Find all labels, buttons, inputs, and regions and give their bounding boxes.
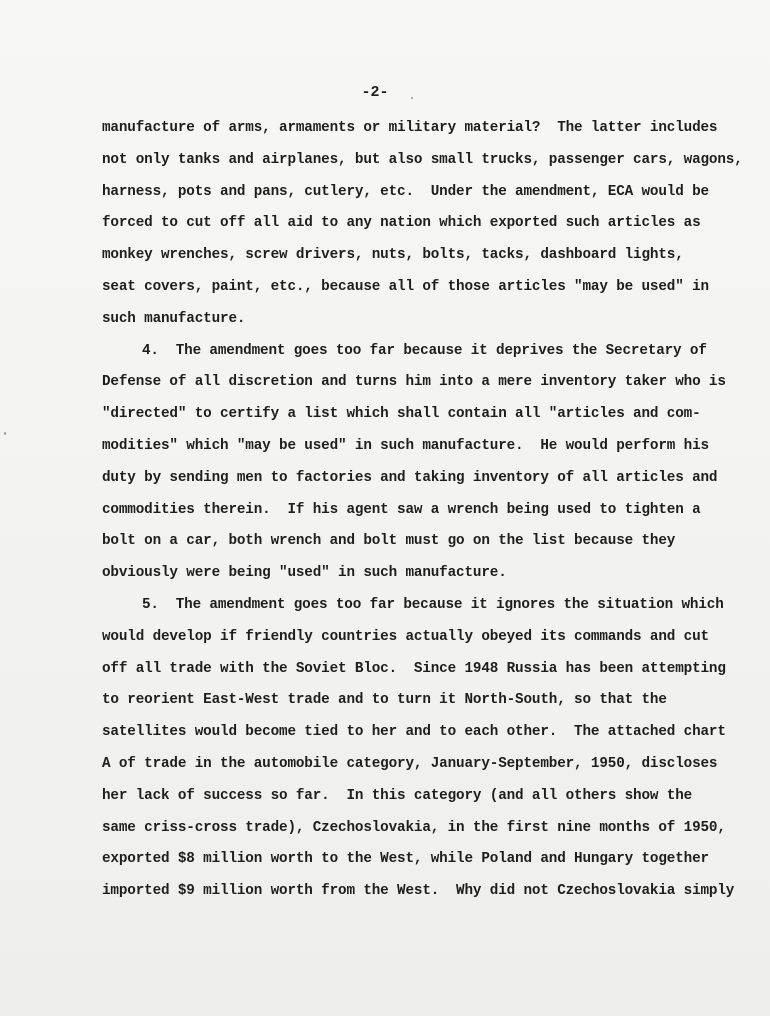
text-line: 5. The amendment goes too far because it ignores the situation which [142,596,724,613]
text-line: to reorient East-West trade and to turn it North-South, so that the [102,692,667,709]
text-line: seat covers, paint, etc., because all of those articles "may be used" in [102,278,709,295]
text-line: would develop if friendly countries actually obeyed its commands and cut [102,628,709,645]
text-line: "directed" to certify a list which shall contain all "articles and com- [102,406,701,423]
text-line: obviously were being "used" in such manufacture. [102,565,507,582]
document-body [102,113,743,908]
paragraph-4 [102,336,732,590]
text-line: same criss-cross trade), Czechoslovakia, in the first nine months of 1950, [102,819,726,836]
text-line: modities" which "may be used" in such manufacture. He would perform his [102,437,709,454]
paragraph-3-continuation [102,113,743,336]
text-line: imported $9 million worth from the West. Why did not Czechoslovakia simply [102,883,735,900]
text-line: her lack of success so far. In this category (and all others show the [102,787,693,804]
text-line: manufacture of arms, armaments or military material? The latter includes [102,120,718,136]
paper-speck [411,97,413,99]
text-line: 4. The amendment goes too far because it deprives the Secretary of [142,342,707,359]
text-line: duty by sending men to factories and taking inventory of all articles and [102,469,718,486]
text-line: A of trade in the automobile category, January-September, 1950, discloses [102,755,718,772]
text-line: bolt on a car, both wrench and bolt must go on the list because they [102,533,676,550]
text-line: satellites would become tied to her and to each other. The attached chart [102,724,726,741]
text-line: off all trade with the Soviet Bloc. Since 1948 Russia has been attempting [102,660,726,677]
text-line: monkey wrenches, screw drivers, nuts, bolts, tacks, dashboard lights, [102,247,684,264]
text-line: commodities therein. If his agent saw a wrench being used to tighten a [102,501,701,518]
text-line: such manufacture. [102,310,246,327]
page-number: -2- [361,84,389,101]
text-line: Defense of all discretion and turns him into a mere inventory taker who is [102,374,726,391]
text-line: harness, pots and pans, cutlery, etc. Under the amendment, ECA would be [102,183,709,200]
paragraph-5 [102,590,735,908]
text-line: not only tanks and airplanes, but also small trucks, passenger cars, wagons, [102,151,743,168]
paper-speck [4,432,6,435]
text-line: exported $8 million worth to the West, while Poland and Hungary together [102,851,709,868]
text-line: forced to cut off all aid to any nation which exported such articles as [102,215,701,232]
